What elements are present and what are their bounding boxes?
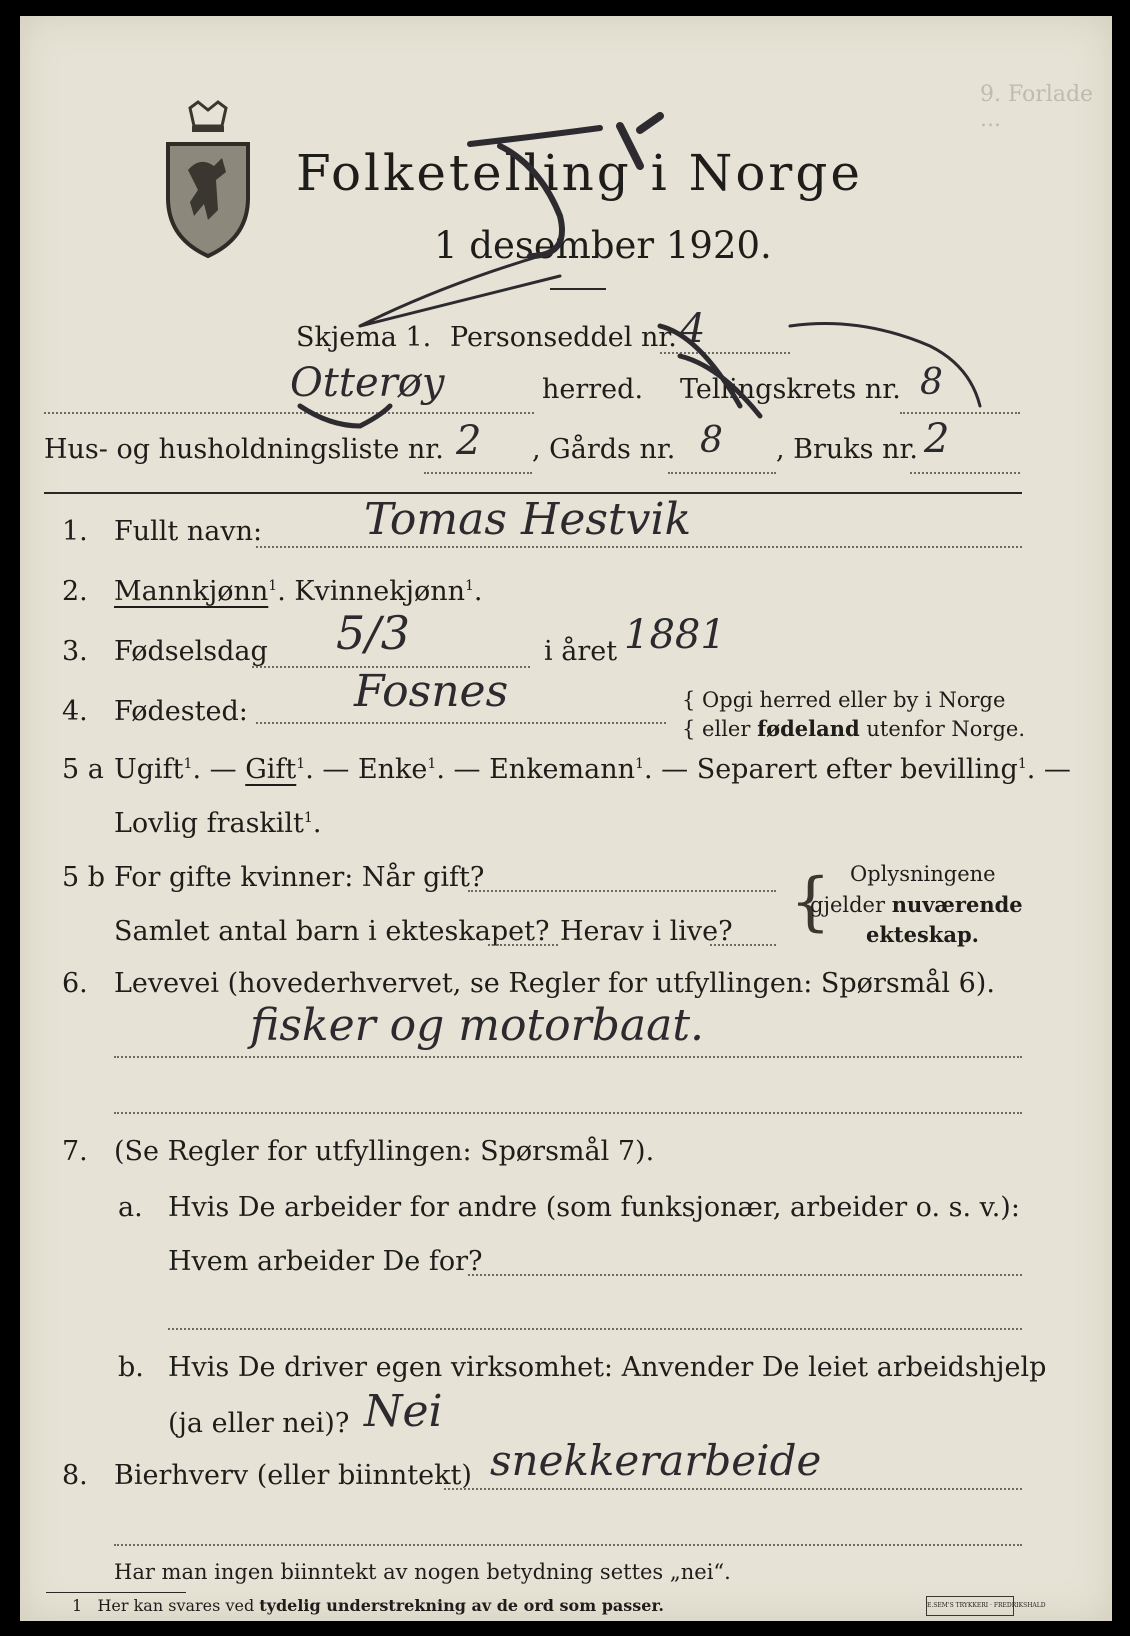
q1-line [256,546,1022,548]
q4-number: 4. [62,696,88,727]
q8-label: Bierhverv (eller biinntekt) [114,1460,472,1491]
q7a-line2 [168,1328,1022,1330]
footnote-rule [46,1592,186,1593]
q4-value: Fosnes [354,666,509,717]
tellingskrets-value: 8 [920,362,943,403]
q5a-options: Ugift$^1$. — Gift$^1$. — Enke$^1$. — Enkemann$^1$. — Separert efter bevilling$^1$. — [114,754,1071,785]
q3-year-value: 1881 [624,612,726,658]
q5b-number: 5 b [62,862,106,893]
hus-label: Hus- og husholdningsliste nr. [44,434,444,465]
q6-number: 6. [62,968,88,999]
q7a-line1 [468,1274,1022,1276]
q5b-note2: gjelder nuværende [810,892,1023,917]
tellingskrets-label: Tellingskrets nr. [680,374,901,405]
herred-label: herred. [542,374,644,405]
gards-label: , Gårds nr. [532,434,676,465]
hus-value: 2 [456,418,482,464]
q4-note-line1: { Opgi herred eller by i Norge [682,688,1006,712]
footnote: 1 Her kan svares ved tydelig understrekning av de ord som passer. [72,1596,664,1615]
q7b-label2: (ja eller nei)? [168,1408,350,1439]
q3-value: 5/3 [336,606,411,660]
q3-label: Fødselsdag [114,636,268,667]
q2-male-option: Mannkjønn [114,576,269,607]
q8-number: 8. [62,1460,88,1491]
bruks-value: 2 [924,416,950,462]
q5a-number: 5 a [62,754,104,785]
q4-label: Fødested: [114,696,248,727]
q1-label: Fullt navn: [114,516,263,547]
ingen-note: Har man ingen biinntekt av nogen betydning settes „nei“. [114,1560,731,1584]
q7-number: 7. [62,1136,88,1167]
q1-value: Tomas Hestvik [364,494,692,545]
q5a-fraskilt: Lovlig fraskilt$^1$. [114,808,322,839]
q5b-married-line [468,890,776,892]
q5b-brace: { [790,865,831,939]
q7-label: (Se Regler for utfyllingen: Spørsmål 7). [114,1136,655,1167]
hus-line [424,472,532,474]
q6-label: Levevei (hovederhvervet, se Regler for utfyllingen: Spørsmål 6). [114,968,995,999]
q5b-label: For gifte kvinner: Når gift? [114,862,485,893]
form-title: Folketelling i Norge [296,144,863,202]
herred-value: Otterøy [290,360,445,406]
q2-female-option: Kvinnekjønn [294,576,465,607]
q6-value: fisker og motorbaat. [250,1000,705,1051]
q8-line2 [114,1544,1022,1546]
q2-options: Mannkjønn$^1$. Kvinnekjønn$^1$. [114,576,483,607]
gards-value: 8 [700,420,723,461]
q1-number: 1. [62,516,88,547]
q3-year-label: i året [544,636,618,667]
q7b-label: Hvis De driver egen virksomhet: Anvender De leiet arbeidshjelp [168,1352,1047,1383]
q5b-note3: ekteskap. [866,922,979,947]
q4-note-line2: { eller fødeland utenfor Norge. [682,716,1026,741]
bleed-through-text: 9. Forlade ... [980,82,1094,132]
q4-line [256,722,666,724]
q7a-label: Hvis De arbeider for andre (som funksjonær, arbeider o. s. v.): [168,1192,1020,1223]
q7a-number: a. [118,1192,143,1223]
q2-number: 2. [62,576,88,607]
q8-value: snekkerarbeide [490,1436,822,1485]
personseddel-value: 4 [680,306,706,352]
printer-mark: E.SEM'S TRYKKERI · FREDRIKSHALD [926,1596,1014,1616]
census-form-page [20,16,1112,1621]
ink-scribble-overlay [240,106,1000,466]
q3-number: 3. [62,636,88,667]
gards-line [668,472,776,474]
q6-line2 [114,1112,1022,1114]
q8-line1 [444,1488,1022,1490]
personseddel-label: Personseddel nr. [450,322,677,353]
q5b-alive-line [710,944,776,946]
q7b-number: b. [118,1352,144,1383]
q7b-value: Nei [364,1386,443,1437]
q7a-label2: Hvem arbeider De for? [168,1246,483,1277]
q6-line1 [114,1056,1022,1058]
bruks-line [910,472,1020,474]
q5b-note1: Oplysningene [850,862,996,886]
census-date: 1 desember 1920. [434,224,772,267]
q5b-children-line [488,944,558,946]
q5b-children-label: Samlet antal barn i ekteskapet? [114,916,550,947]
bruks-label: , Bruks nr. [776,434,919,465]
q5a-gift-option: Gift [245,754,297,785]
schema-label: Skjema 1. [296,322,432,353]
q5b-alive-label: Herav i live? [560,916,733,947]
